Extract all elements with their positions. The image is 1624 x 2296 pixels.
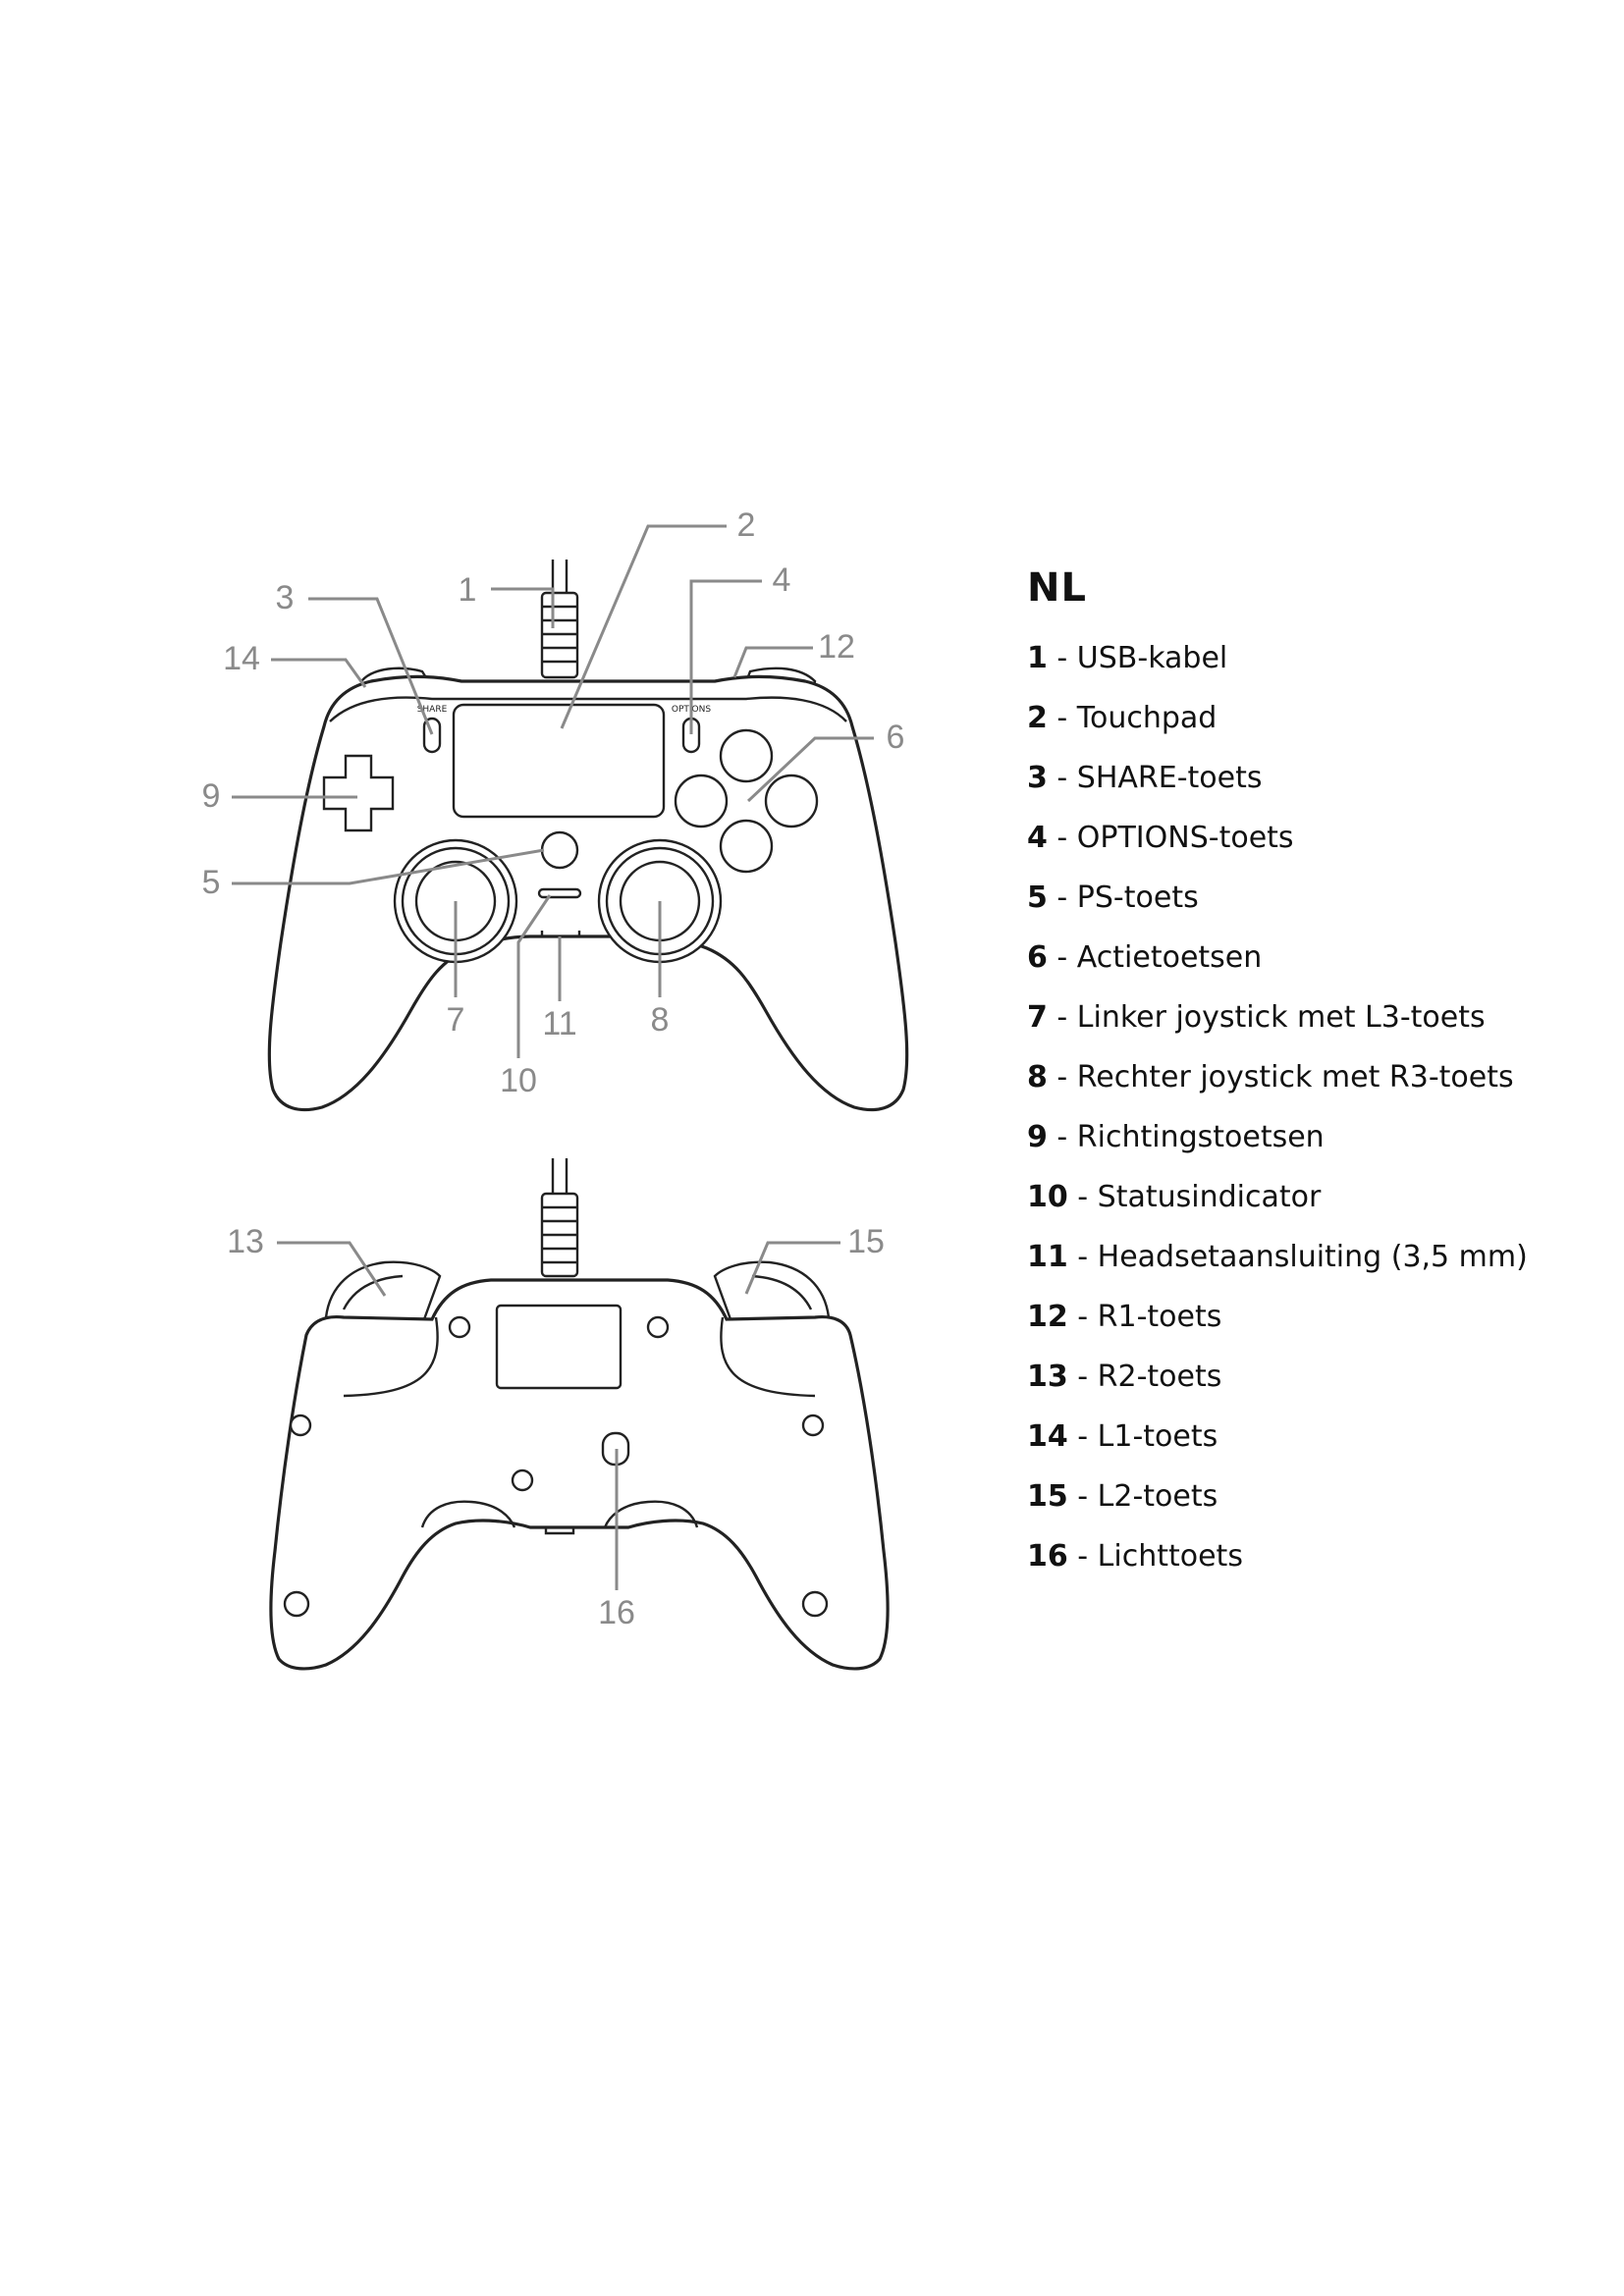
legend-number: 16 <box>1027 1539 1068 1574</box>
legend-item <box>1027 1059 1528 1119</box>
callout-4: 4 <box>772 561 791 599</box>
legend-number: 10 <box>1027 1180 1068 1214</box>
legend-separator: - <box>1047 641 1077 675</box>
legend-number: 5 <box>1027 881 1048 915</box>
callout-13: 13 <box>227 1223 264 1260</box>
callout-5: 5 <box>201 864 221 901</box>
legend-text: Lichttoets <box>1097 1539 1243 1574</box>
legend-number: 2 <box>1027 701 1048 735</box>
legend-number: 15 <box>1027 1479 1068 1514</box>
legend-separator: - <box>1047 761 1077 795</box>
callout-2: 2 <box>736 507 756 544</box>
legend <box>1027 565 1528 1598</box>
legend-text: Statusindicator <box>1097 1180 1322 1214</box>
legend-separator: - <box>1047 1120 1077 1154</box>
legend-text: L1-toets <box>1097 1419 1218 1454</box>
share-label: SHARE <box>416 705 448 715</box>
legend-item <box>1027 1299 1528 1359</box>
legend-number: 7 <box>1027 1000 1048 1035</box>
legend-item <box>1027 1538 1528 1598</box>
legend-item <box>1027 999 1528 1059</box>
ps-button-shape <box>542 832 577 868</box>
legend-item <box>1027 700 1528 760</box>
legend-item <box>1027 760 1528 820</box>
legend-separator: - <box>1067 1539 1098 1574</box>
legend-text: Actietoetsen <box>1076 940 1263 975</box>
legend-text: SHARE-toets <box>1076 761 1263 795</box>
legend-item <box>1027 1239 1528 1299</box>
legend-separator: - <box>1067 1479 1098 1514</box>
legend-separator: - <box>1047 701 1077 735</box>
callout-7: 7 <box>446 1001 465 1039</box>
legend-number: 1 <box>1027 641 1048 675</box>
legend-number: 12 <box>1027 1300 1068 1334</box>
legend-number: 11 <box>1027 1240 1068 1274</box>
controller-back-view <box>227 1158 888 1669</box>
legend-text: R1-toets <box>1097 1300 1222 1334</box>
callout-1: 1 <box>458 571 477 609</box>
legend-item <box>1027 640 1528 700</box>
callout-12: 12 <box>818 628 855 666</box>
controller-front-view <box>202 507 907 1110</box>
legend-separator: - <box>1047 940 1077 975</box>
legend-separator: - <box>1067 1419 1098 1454</box>
callout-9: 9 <box>201 777 221 815</box>
callout-14: 14 <box>223 640 260 677</box>
legend-item <box>1027 880 1528 939</box>
language-heading: NL <box>1027 565 1087 611</box>
legend-text: Rechter joystick met R3-toets <box>1076 1060 1514 1095</box>
legend-text: R2-toets <box>1097 1360 1222 1394</box>
legend-text: Richtingstoetsen <box>1076 1120 1325 1154</box>
legend-text: Linker joystick met L3-toets <box>1076 1000 1486 1035</box>
legend-text: USB-kabel <box>1076 641 1228 675</box>
legend-separator: - <box>1067 1180 1098 1214</box>
legend-item <box>1027 1359 1528 1418</box>
legend-text: Headsetaansluiting (3,5 mm) <box>1097 1240 1528 1274</box>
legend-item <box>1027 1478 1528 1538</box>
legend-text: PS-toets <box>1076 881 1199 915</box>
callout-16: 16 <box>598 1594 635 1631</box>
callout-3: 3 <box>275 579 295 616</box>
legend-text: L2-toets <box>1097 1479 1218 1514</box>
options-label: OPTIONS <box>671 705 712 715</box>
legend-separator: - <box>1067 1240 1098 1274</box>
legend-separator: - <box>1067 1300 1098 1334</box>
callout-10: 10 <box>500 1062 537 1099</box>
legend-number: 8 <box>1027 1060 1048 1095</box>
legend-item <box>1027 1119 1528 1179</box>
legend-number: 9 <box>1027 1120 1048 1154</box>
legend-text: OPTIONS-toets <box>1076 821 1294 855</box>
callout-6: 6 <box>886 719 905 756</box>
status-indicator-shape <box>539 889 580 897</box>
legend-list <box>1027 640 1528 1598</box>
legend-item <box>1027 1418 1528 1478</box>
callout-15: 15 <box>847 1223 885 1260</box>
touchpad-shape <box>454 705 664 817</box>
legend-number: 4 <box>1027 821 1048 855</box>
legend-number: 3 <box>1027 761 1048 795</box>
legend-separator: - <box>1047 821 1077 855</box>
callout-8: 8 <box>650 1001 670 1039</box>
legend-item <box>1027 939 1528 999</box>
legend-item <box>1027 1179 1528 1239</box>
usb-cable-front <box>542 560 577 677</box>
usb-cable-back <box>542 1158 577 1276</box>
legend-number: 13 <box>1027 1360 1068 1394</box>
r2-trigger-shape <box>715 1262 829 1325</box>
legend-number: 14 <box>1027 1419 1068 1454</box>
legend-number: 6 <box>1027 940 1048 975</box>
back-panel-shape <box>497 1306 621 1388</box>
legend-text: Touchpad <box>1076 701 1218 735</box>
legend-separator: - <box>1047 1060 1077 1095</box>
legend-separator: - <box>1047 1000 1077 1035</box>
legend-separator: - <box>1047 881 1077 915</box>
legend-separator: - <box>1067 1360 1098 1394</box>
callout-11: 11 <box>542 1005 577 1042</box>
legend-item <box>1027 820 1528 880</box>
